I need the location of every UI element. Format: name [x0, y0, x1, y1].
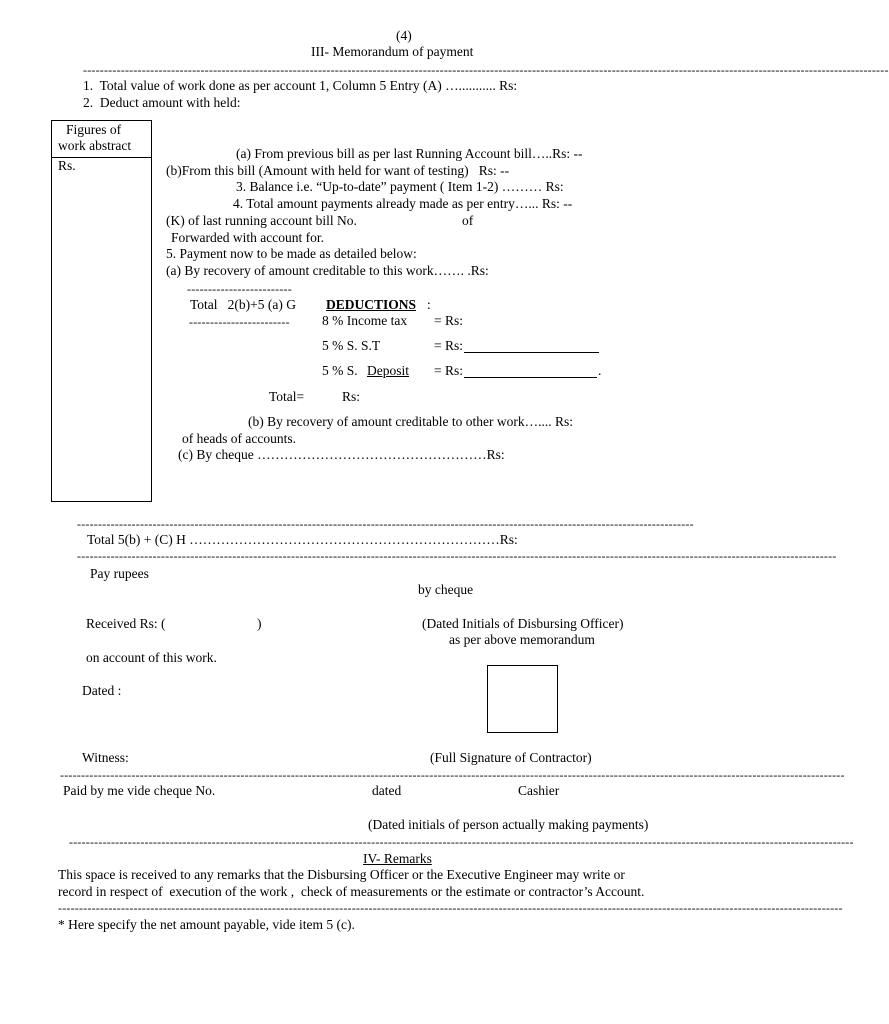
memo-line-5b-cont: of heads of accounts. — [182, 431, 296, 446]
divider: ------------------------------------------------------------------------------------------------------------------------------------------------------------------------------------------- — [69, 835, 854, 849]
memo-line-4: 4. Total amount payments already made as per entry…... Rs: -- — [233, 196, 573, 211]
memo-line-5b: (b) By recovery of amount creditable to other work….... Rs: — [248, 414, 574, 429]
total-2b-5a-label: Total 2(b)+5 (a) G — [190, 297, 297, 312]
footnote: * Here specify the net amount payable, vide item 5 (c). — [58, 917, 355, 932]
total-label: Total= — [269, 389, 305, 404]
memo-line-5a: (a) By recovery of amount creditable to this work……. .Rs: — [166, 263, 489, 278]
deposit-value: = Rs: — [434, 363, 463, 378]
received-rs-close: ) — [257, 616, 262, 631]
memo-line-5: 5. Payment now to be made as detailed below: — [166, 246, 417, 261]
sst-value: = Rs: — [434, 338, 463, 353]
memo-line-forwarded: Forwarded with account for. — [171, 230, 324, 245]
divider: ------------------------------------------------------------------------------------------------------------------------------------------------------------------------------------------- — [58, 901, 843, 915]
total-rs: Rs: — [342, 389, 361, 404]
memo-line-a: (a) From previous bill as per last Running Account bill…..Rs: -- — [236, 146, 583, 161]
divider: ------------------------------------------------------------------------------------------------------------------------------------------------------------------------------------------------ — [83, 63, 889, 77]
revenue-stamp-box — [487, 665, 558, 733]
income-tax-value: = Rs: — [434, 313, 463, 328]
income-tax-label: 8 % Income tax — [322, 313, 408, 328]
divider: ------------------------------------------------------------------------------------------------------------------------------------------------------------------------------------------- — [60, 768, 845, 782]
work-abstract-box — [51, 120, 152, 502]
memo-line-k: (K) of last running account bill No. — [166, 213, 357, 228]
memo-line-3: 3. Balance i.e. “Up-to-date” payment ( Item 1-2) ……… Rs: — [236, 179, 564, 194]
deposit-end: . — [598, 363, 602, 378]
abstract-heading-line2: work abstract — [58, 138, 132, 153]
person-making-payment-initials: (Dated initials of person actually making payments) — [368, 817, 649, 832]
item-1-total-value: 1. Total value of work done as per account 1, Column 5 Entry (A) …........... Rs: — [83, 78, 518, 93]
on-account-label: on account of this work. — [86, 650, 217, 665]
by-cheque-label: by cheque — [418, 582, 474, 597]
abstract-currency: Rs. — [58, 158, 76, 173]
dated-label: Dated : — [82, 683, 122, 698]
paid-dated-label: dated — [372, 783, 402, 798]
page-number: (4) — [396, 28, 412, 43]
cashier-label: Cashier — [518, 783, 560, 798]
divider: --------------------------------------------------------------------------------------------------------------------------------------------------- — [77, 517, 694, 531]
memo-line-b: (b)From this bill (Amount with held for want of testing) Rs: -- — [166, 163, 510, 178]
total-5b-c-h: Total 5(b) + (C) H ……………………………………………………………Rs: — [87, 532, 518, 547]
deductions-heading: DEDUCTIONS — [326, 297, 417, 312]
deposit-label-prefix: 5 % S. — [322, 363, 362, 378]
remarks-heading: IV- Remarks — [363, 851, 432, 866]
witness-label: Witness: — [82, 750, 129, 765]
page-title: III- Memorandum of payment — [311, 44, 474, 59]
deposit-blank-line — [464, 377, 597, 378]
divider: ------------------------------------------------------------------------------------------------------------------------------------------------------------------------------------- — [77, 549, 837, 563]
received-rs-label: Received Rs: ( — [86, 616, 166, 631]
divider-income: ------------------------ — [189, 315, 290, 329]
remarks-text-line1: This space is received to any remarks that the Disbursing Officer or the Executive Engineer may write or — [58, 867, 625, 882]
sst-blank-line — [464, 352, 599, 353]
as-per-memorandum: as per above memorandum — [449, 632, 595, 647]
deposit-label-word: Deposit — [367, 363, 409, 378]
item-2-deduct: 2. Deduct amount with held: — [83, 95, 241, 110]
disbursing-officer-initials: (Dated Initials of Disbursing Officer) — [422, 616, 624, 631]
memo-line-k-of: of — [462, 213, 474, 228]
abstract-heading-line1: Figures of — [66, 122, 122, 137]
deductions-colon: : — [427, 297, 431, 312]
contractor-signature-label: (Full Signature of Contractor) — [430, 750, 592, 765]
sst-label: 5 % S. S.T — [322, 338, 381, 353]
remarks-text-line2: record in respect of execution of the work , check of measurements or the estimate or contractor’s Account. — [58, 884, 645, 899]
pay-rupees-label: Pay rupees — [90, 566, 149, 581]
divider-short: ------------------------- — [187, 282, 292, 296]
memo-line-5c: (c) By cheque ……………………………………………Rs: — [178, 447, 505, 462]
paid-by-cheque-label: Paid by me vide cheque No. — [63, 783, 216, 798]
